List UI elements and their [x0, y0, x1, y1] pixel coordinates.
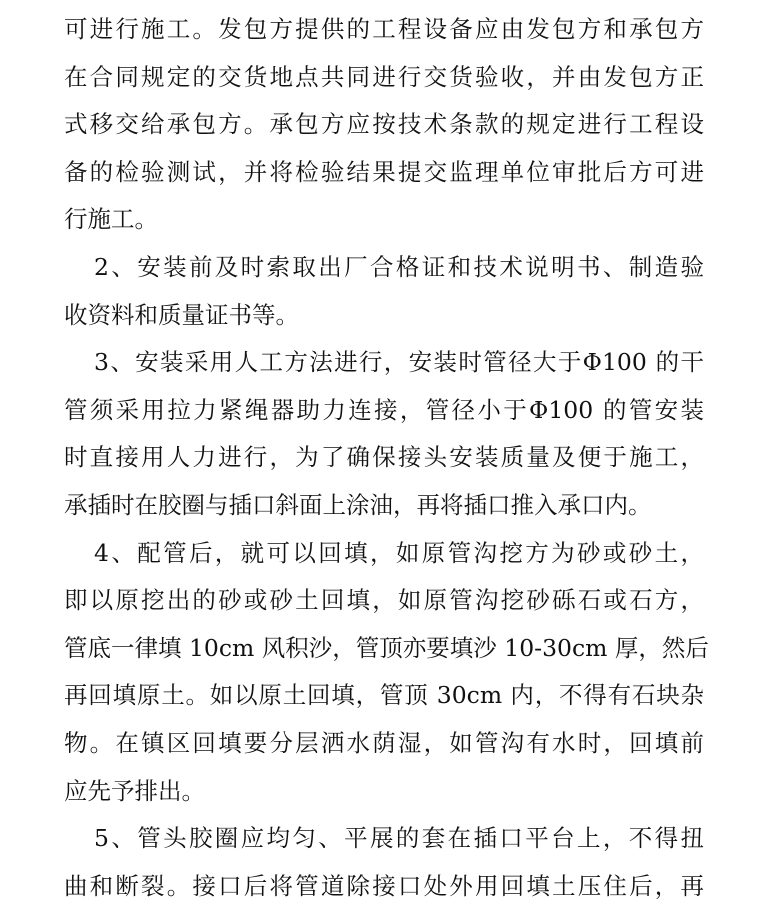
text-line: 可进行施工。发包方提供的工程设备应由发包方和承包方 — [64, 15, 704, 43]
text-line: 备的检验测试，并将检验结果提交监理单位审批后方可进 — [64, 157, 704, 186]
paragraph-5 — [64, 815, 704, 910]
text-line: 在合同规定的交货地点共同进行交货验收，并由发包方正 — [64, 62, 704, 91]
paragraph-4 — [64, 530, 709, 816]
paragraph-3 — [64, 339, 704, 529]
text-line: 行施工。 — [64, 205, 158, 234]
paragraph-1 — [64, 6, 704, 244]
text-line: 曲和断裂。接口后将管道除接口处外用回填土压住后，再 — [64, 871, 704, 900]
text-line: 承插时在胶圈与插口斜面上涂油，再将插口推入承口内。 — [64, 490, 652, 519]
text-line: 管须采用拉力紧绳器助力连接，管径小于Φ100 的管安装 — [64, 395, 704, 424]
paragraph-2 — [64, 244, 704, 339]
text-line: 时直接用人力进行，为了确保接头安装质量及便于施工， — [64, 443, 704, 472]
text-line: 管底一律填 10cm 风积沙，管顶亦要填沙 10-30cm 厚，然后 — [64, 633, 709, 662]
text-line: 再回填原土。如以原土回填，管顶 30cm 内，不得有石块杂 — [64, 681, 704, 710]
text-line: 4、配管后，就可以回填，如原管沟挖方为砂或砂土， — [94, 538, 704, 567]
text-line: 应先予排出。 — [64, 776, 205, 805]
text-line: 2、安装前及时索取出厂合格证和技术说明书、制造验 — [94, 252, 704, 281]
document-page — [64, 6, 709, 910]
text-line: 3、安装采用人工方法进行，安装时管径大于Φ100 的干 — [94, 348, 704, 377]
text-line: 物。在镇区回填要分层洒水荫湿，如管沟有水时，回填前 — [64, 728, 704, 757]
text-line: 收资料和质量证书等。 — [64, 300, 299, 329]
text-line: 5、管头胶圈应均匀、平展的套在插口平台上，不得扭 — [94, 824, 704, 853]
text-line: 式移交给承包方。承包方应按技术条款的规定进行工程设 — [64, 110, 704, 139]
text-line: 即以原挖出的砂或砂土回填，如原管沟挖砂砾石或石方， — [64, 586, 704, 615]
